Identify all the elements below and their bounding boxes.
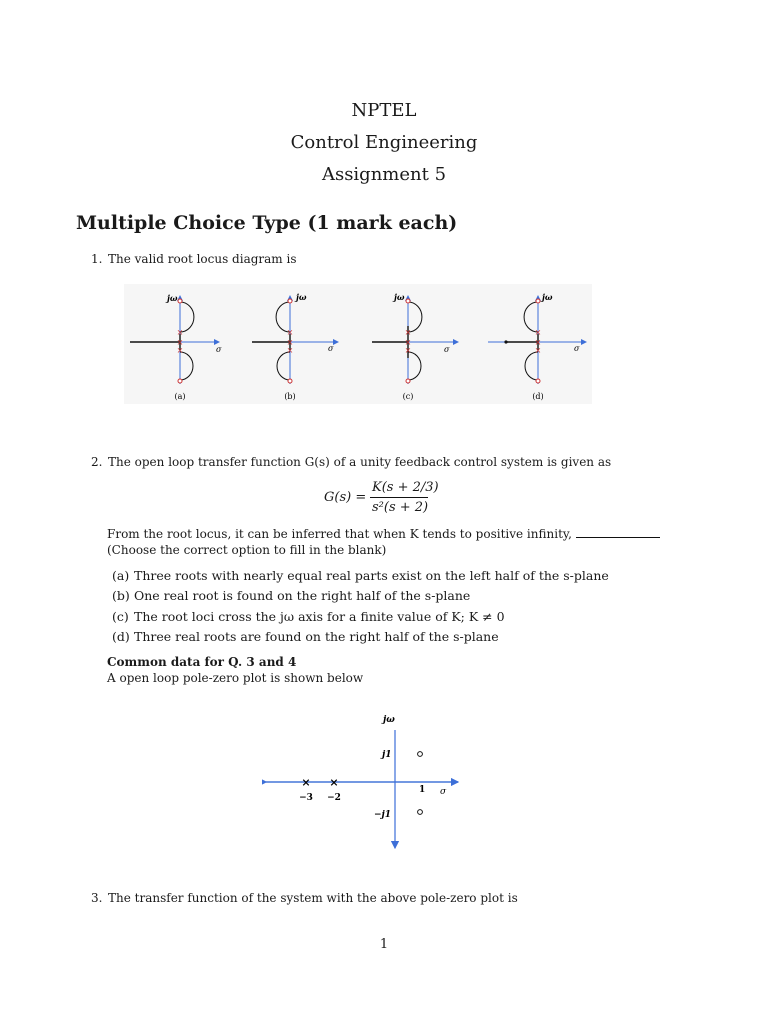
axis-label-sigma: σ (574, 344, 580, 353)
svg-text:×: × (286, 346, 294, 355)
q3-number: 3. (91, 891, 103, 905)
option-a: (a) Three roots with nearly equal real parts exist on the left half of the s-plane (112, 568, 609, 583)
q2-prompt-line2: (Choose the correct option to fill in the blank) (107, 543, 387, 557)
option-b: (b) One real root is found on the right half of the s-plane (112, 588, 471, 603)
svg-text:×: × (329, 776, 339, 789)
root-locus-figure (124, 284, 592, 404)
q1-text: The valid root locus diagram is (108, 252, 297, 266)
svg-text:×: × (404, 346, 412, 355)
answer-blank (576, 537, 660, 538)
common-data-title: Common data for Q. 3 and 4 (107, 655, 297, 669)
svg-text:×: × (286, 338, 294, 347)
equation-denominator: s²(s + 2) (372, 500, 429, 515)
q1-number: 1. (91, 252, 103, 266)
header-org: NPTEL (351, 100, 417, 121)
common-data-text: A open loop pole-zero plot is shown below (107, 671, 364, 685)
axis-label-jw: jω (167, 293, 178, 303)
axis-label-jw: jω (542, 292, 553, 302)
svg-text:×: × (534, 338, 542, 347)
caption-b: (b) (284, 392, 296, 401)
option-c: (c) The root loci cross the jω axis for a finite value of K; K ≠ 0 (112, 609, 505, 624)
axis-label-sigma: σ (328, 344, 334, 353)
axis-label-sigma: σ (444, 345, 450, 354)
svg-text:×: × (404, 328, 412, 337)
section-title: Multiple Choice Type (1 mark each) (76, 212, 458, 234)
pz-label-neg2: −2 (327, 793, 341, 803)
svg-text:×: × (176, 328, 184, 337)
q3-text: The transfer function of the system with the above pole-zero plot is (108, 891, 518, 905)
svg-text:×: × (534, 328, 542, 337)
axis-label-sigma: σ (216, 345, 222, 354)
pz-label-neg3: −3 (299, 793, 313, 803)
transfer-function-equation (300, 480, 460, 516)
option-d: (d) Three real roots are found on the right half of the s-plane (112, 629, 499, 644)
q2-text: The open loop transfer function G(s) of a unity feedback control system is given as (108, 455, 612, 469)
svg-text:×: × (534, 346, 542, 355)
equation-numerator: K(s + 2/3) (372, 480, 439, 495)
axis-label-jw: jω (394, 292, 405, 302)
pz-label-j1: j1 (382, 750, 392, 760)
caption-a: (a) (174, 392, 186, 401)
svg-text:×: × (301, 776, 311, 789)
caption-d: (d) (532, 392, 544, 401)
equation-lhs: G(s) = (324, 490, 367, 505)
q2-prompt (107, 527, 660, 541)
caption-c: (c) (402, 392, 414, 401)
pz-label-neg-j1: −j1 (374, 810, 392, 820)
pz-x-axis-label: σ (440, 787, 447, 797)
page-number: 1 (379, 937, 389, 952)
header-assignment: Assignment 5 (321, 164, 447, 185)
svg-text:×: × (176, 346, 184, 355)
svg-text:×: × (176, 338, 184, 347)
fraction-bar (370, 497, 428, 498)
pz-label-one: 1 (419, 785, 426, 795)
pz-y-axis-label: jω (383, 715, 395, 725)
q2-number: 2. (91, 455, 103, 469)
pole-zero-plot (262, 710, 462, 860)
svg-text:×: × (286, 328, 294, 337)
q2-prompt-line1: From the root locus, it can be inferred that when K tends to positive infinity, (107, 527, 572, 541)
svg-text:×: × (404, 338, 412, 347)
header-course: Control Engineering (290, 132, 478, 153)
axis-label-jw: jω (296, 292, 307, 302)
